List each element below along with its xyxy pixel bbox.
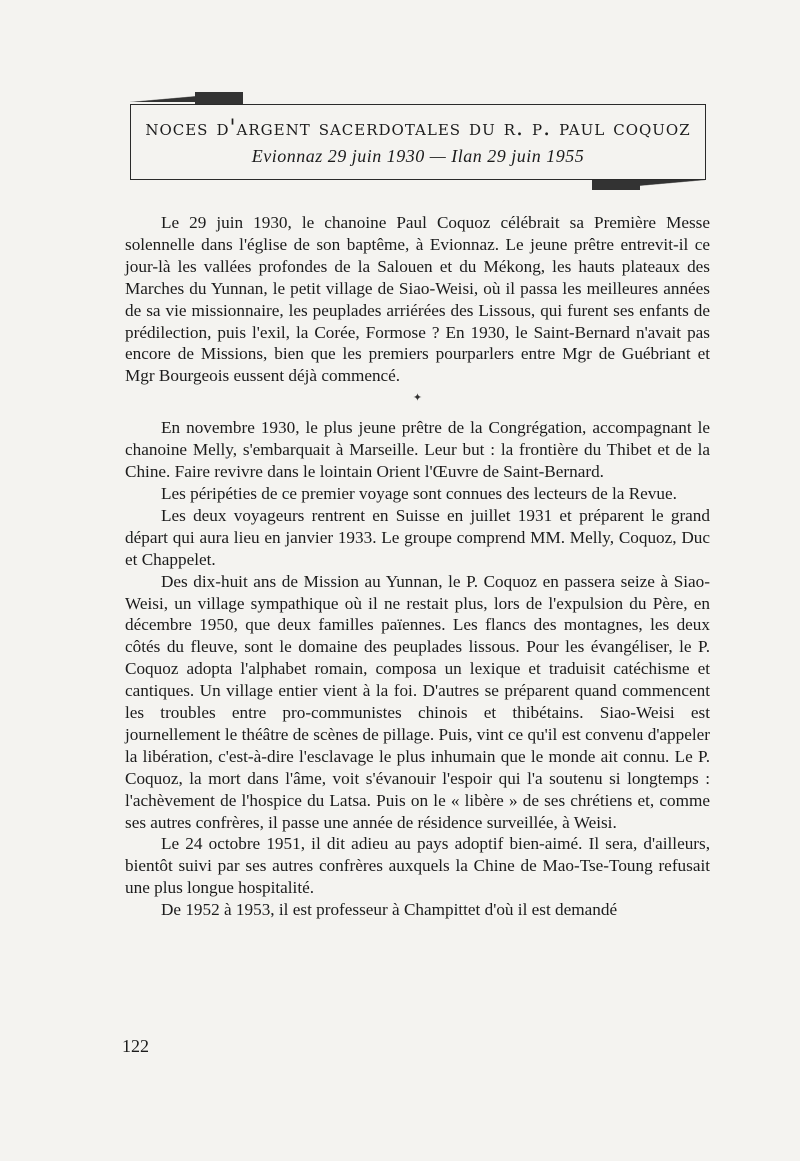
section-separator-icon: ✦ (412, 392, 423, 405)
article-subtitle: Evionnaz 29 juin 1930 — Ilan 29 juin 1955 (251, 146, 585, 166)
bottom-decorative-bar-fill (592, 180, 640, 190)
page-number: 122 (122, 1036, 149, 1056)
top-decorative-bar-fill (195, 92, 243, 104)
article-body (125, 212, 710, 921)
article-title: noces d'argent sacerdotales du r. p. paul coquoz (145, 116, 691, 141)
paragraph: Les deux voyageurs rentrent en Suisse en juillet 1931 et préparent le grand départ qui aura lieu en janvier 1933. Le groupe comprend MM. Melly, Coquoz, Duc et Chappelet. (125, 505, 710, 569)
paragraph: Les péripéties de ce premier voyage sont connues des lecteurs de la Revue. (161, 483, 677, 503)
paragraph: Le 24 octobre 1951, il dit adieu au pays adoptif bien-aimé. Il sera, d'ailleurs, bientôt suivi par ses autres confrères auxquels la Chine de Mao-Tse-Toung refusait une plus longue hospitalité. (125, 834, 710, 898)
paragraph: En novembre 1930, le plus jeune prêtre de la Congrégation, accompagnant le chanoine Melly, s'embarquait à Marseille. Leur but : la frontière du Thibet et de la Chine. Faire revivre dans le lointain Orient l'Œuvre de Saint-Bernard. (125, 418, 710, 482)
paragraph: Le 29 juin 1930, le chanoine Paul Coquoz célébrait sa Première Messe solennelle dans l'église de son baptême, à Evionnaz. Le jeune prêtre entrevit-il ce jour-là les vallées profondes de la Salouen et du Mékong, les hauts plateaux des Marches du Yunnan, le petit village de Siao-Weisi, où il passa les meilleures années de sa vie missionnaire, les peuplades arriérées des Lissous, qui furent ses enfants de prédilection, puis l'exil, la Corée, Formose ? En 1930, le Saint-Bernard n'avait pas encore de Missions, bien que les premiers pourparlers entre Mgr de Guébriant et Mgr Bourgeois eussent déjà commencé. (125, 213, 710, 386)
paragraph: Des dix-huit ans de Mission au Yunnan, le P. Coquoz en passera seize à Siao-Weisi, un village sympathique où il ne restait plus, lors de l'expulsion du Père, en décembre 1950, que deux familles païennes. Les flancs des montagnes, les deux côtés du fleuve, sont le domaine des peuplades lissous. Pour les évangéliser, le P. Coquoz adopta l'alphabet romain, composa un lexique et traduisit catéchisme et cantiques. Un village entier vient à la foi. D'autres se préparent quand commencent les troubles entre pro-communistes chinois et thibétains. Siao-Weisi est journellement le théâtre de scènes de pillage. Puis, vint ce qu'il est convenu d'appeler la libération, c'est-à-dire l'esclavage le plus inhumain que le monde ait connu. Le P. Coquoz, la mort dans l'âme, voit s'évanouir l'espoir qui l'a soutenu si longtemps : l'achèvement de l'hospice du Latsa. Puis on le « libère » de ses chrétiens et, comme ses autres confrères, il passe une année de résidence surveillée, à Weisi. (125, 571, 710, 832)
paragraph: De 1952 à 1953, il est professeur à Champittet d'où il est demandé (161, 900, 618, 920)
